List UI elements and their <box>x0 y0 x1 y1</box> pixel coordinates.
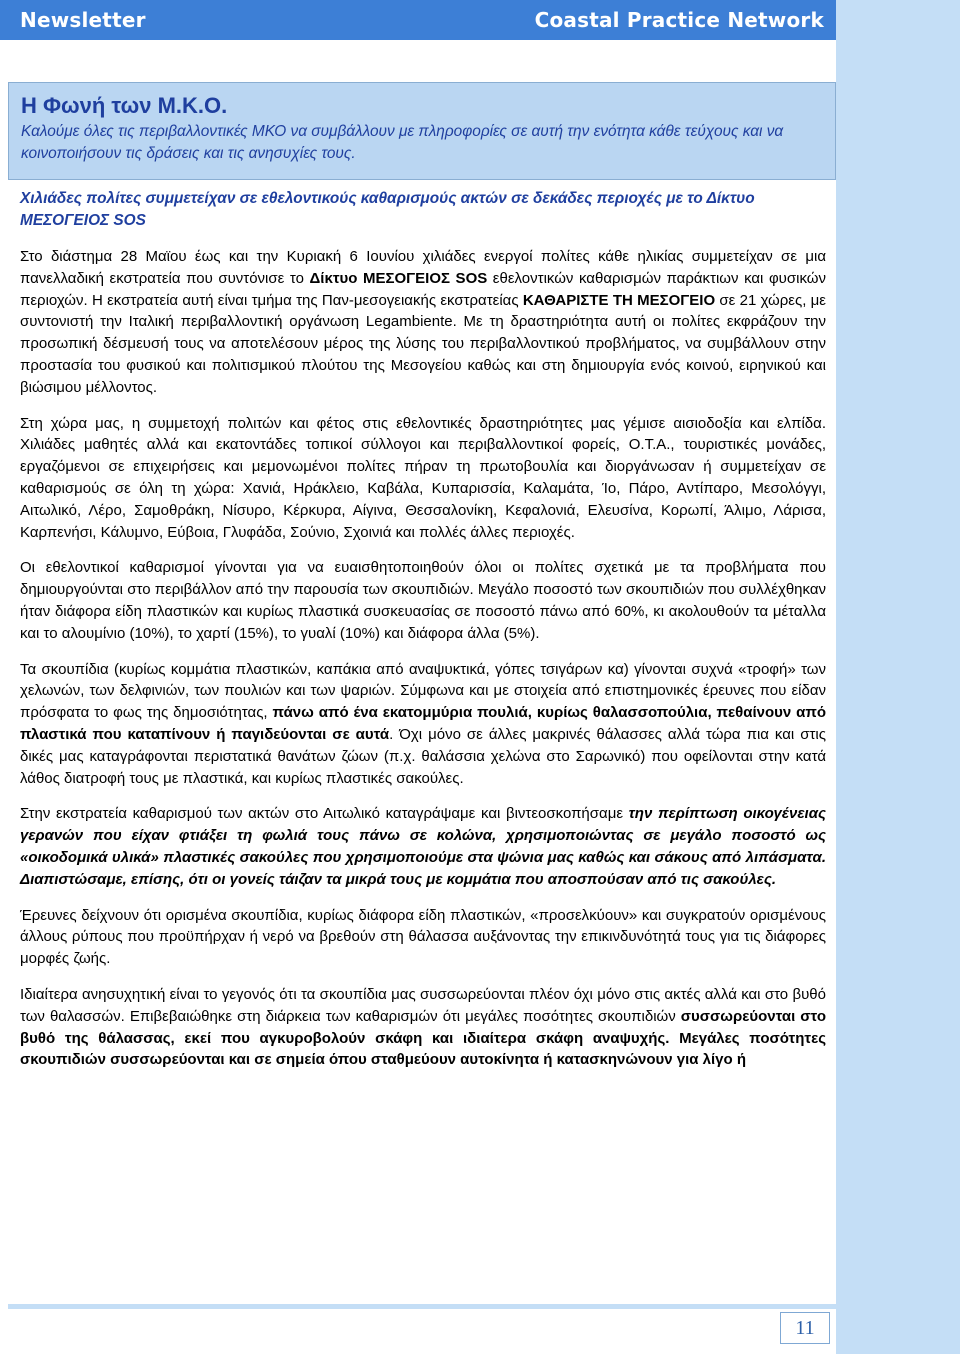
paragraph-3: Οι εθελοντικοί καθαρισμοί γίνονται για να ευαισθητοποιηθούν όλοι οι πολίτες σχετικά με τα προβλήματα που δημιουργούνται στο περιβάλλον από την παρουσία των σκουπιδιών. Μεγάλο ποσοστό των σκουπιδιών που συλλέχθηκαν ήταν διάφορα είδη πλαστικών και κυρίως πλαστικά συσκευασίας σε ποσοστό πάνω από 60%, κι ακολουθούν τα μέταλλα και το αλουμίνιο (10%), το χαρτί (15%), το γυαλί (10%) και διάφορα άλλα (5%). <box>20 559 826 642</box>
article-body <box>20 188 826 1085</box>
p4-text-a: Τα σκουπίδια (κυρίως κομμάτια πλαστικών, καπάκια από αναψυκτικά, γόπες τσιγάρων κα) γίνονται συχνά «τροφή» των χελωνών, των δελφινιών, των πουλιών και των ψαριών. Σύμφωνα και με στοιχεία από επιστημονικές έρευνες που είδαν πρόσφατα το φως της δημοσιότητας, <box>20 660 826 722</box>
p1-network-name: Δίκτυο ΜΕΣΟΓΕΙΟΣ SOS <box>309 269 488 287</box>
paragraph-1 <box>20 246 826 399</box>
paragraph-2: Στη χώρα μας, η συμμετοχή πολιτών και φέτος στις εθελοντικές δραστηριότητες μας γέμισε αισιοδοξία και ελπίδα. Χιλιάδες μαθητές αλλά και εκατοντάδες τοπικοί σύλλογοι και περιβαλλοντικοί φορείς, Ο.Τ.Α., τουριστικές μονάδες, εργαζόμενοι σε επιχειρήσεις και μεμονωμένοι πολίτες πήραν τη πρωτοβουλία και διοργάνωσαν ή συμμετείχαν σε καθαρισμούς σε όλη τη χώρα: Χανιά, Ηράκλειο, Καβάλα, Κυπαρισσία, Καλαμάτα, Ίο, Πάρο, Αντίπαρο, Μεσολόγγι, Αιτωλικό, Λέρο, Σαμοθράκη, Νίσυρο, Κέρκυρα, Αίγινα, Θεσσαλονίκη, Κεφαλονιά, Ελευσίνα, Κορωπί, Άλιμο, Λάρισα, Καρπενήσι, Κάλυμνο, Εύβοια, Γλυφάδα, Σούνιο, Σχοινιά και πολλές άλλες περιοχές. <box>20 414 826 541</box>
paragraph-5 <box>20 803 826 890</box>
p5-bold-italic-statement: την περίπτωση οικογένειας γερανών που είχαν φτιάξει τη φωλιά τους πάνω σε κολώνα, χρησιμοποιώντας σε μεγάλο ποσοστό ως «οικοδομικά υλικά» πλαστικές σακούλες που χρησιμοποιούμε στα ψώνια μας καθώς και σάκους από λιπάσματα. Διαπιστώσαμε, επίσης, ότι οι γονείς τάιζαν τα μικρά τους με κομμάτια που αποσπούσαν από τις σακούλες. <box>20 805 826 888</box>
callout-text: Καλούμε όλες τις περιβαλλοντικές ΜΚΟ να συμβάλλουν με πληροφορίες σε αυτή την ενότητα κάθε τεύχους και να κοινοποιήσουν τις δράσεις και τις ανησυχίες τους. <box>21 123 784 162</box>
p1-text-a: Στο διάστημα 28 Μαϊου έως και την Κυριακή 6 Ιουνίου χιλιάδες ενεργοί πολίτες κάθε ηλικίας συμμετείχαν σε μια πανελλαδική εκστρατεία που συντόνισε το <box>20 248 826 287</box>
p5-text-a: Στην εκστρατεία καθαρισμού των ακτών στο Αιτωλικό καταγράψαμε και βιντεοσκοπήσαμε <box>20 805 629 823</box>
newsletter-title: Newsletter <box>20 8 146 32</box>
footer-rule <box>8 1304 836 1309</box>
p7-text-a: Ιδιαίτερα ανησυχητική είναι το γεγονός ότι τα σκουπίδια μας συσσωρεύονται πλέον όχι μόνο στις ακτές αλλά και στο βυθό των θαλασσών. Επιβεβαιώθηκε στη διάρκεια των καθαρισμών ότι μεγάλες ποσότητες σκουπιδιών <box>20 985 826 1025</box>
callout-title: Η Φωνή των Μ.Κ.Ο. <box>21 93 228 118</box>
newsletter-header-bar <box>0 0 836 40</box>
network-title: Coastal Practice Network <box>534 8 824 32</box>
p1-text-b: εθελοντικών καθαρισμών παράκτιων και φυσικών περιοχών. Η εκστρατεία αυτή είναι τμήμα της Παν-μεσογειακής εκστρατείας <box>20 269 826 309</box>
paragraph-7 <box>20 984 826 1071</box>
p4-bold-statement: πάνω από ένα εκατομμύρια πουλιά, κυρίως θαλασσοπούλια, πεθαίνουν από πλαστικά που καταπίνουν ή παγιδεύονται σε αυτά <box>20 704 826 743</box>
paragraph-4 <box>20 659 826 790</box>
p7-bold-statement: συσσωρεύονται στο βυθό της θάλασσας, εκεί που αγκυροβολούν σκάφη και ιδιαίτερα σκάφη αναψυχής. Μεγάλες ποσότητες σκουπιδιών συσσωρεύονται και σε σημεία όπου σταθμεύουν αυτοκίνητα ή κατασκηνώνουν για λίγο ή <box>20 1007 826 1069</box>
p1-campaign-name: ΚΑΘΑΡΙΣΤΕ ΤΗ ΜΕΣΟΓΕΙΟ <box>522 291 716 309</box>
p4-text-b: . Όχι μόνο σε άλλες μακρινές θάλασσες αλλά τώρα πια και στις δικές μας καταγράφονται περιστατικά θανάτων ζώων (π.χ. θαλάσσια χελώνα στο Σαρωνικό) που οφείλονται στην κατά λάθος διατροφή τους με πλαστικά, και κυρίως πλαστικές σακούλες. <box>20 725 826 787</box>
ngo-voice-callout <box>8 82 836 180</box>
side-decoration-column <box>836 0 960 1354</box>
article-subheading: Χιλιάδες πολίτες συμμετείχαν σε εθελοντικούς καθαρισμούς ακτών σε δεκάδες περιοχές με το Δίκτυο ΜΕΣΟΓΕΙΟΣ SOS <box>20 190 755 229</box>
p1-text-c: σε 21 χώρες, με συντονιστή την Ιταλική περιβαλλοντική οργάνωση Legambiente. Με τη δραστηριότητα αυτή οι πολίτες εκφράζουν την προσωπική δέσμευσή τους να αποτελέσουν μέρος της λύσης του περιβαλλοντικού προβλήματος, να συμβάλλουν στην προστασία του φυσικού και πολιτισμικού πλούτου της Μεσογείου καθώς και στη δημιουργία ενός κοινού, ειρηνικού και βιώσιμου μέλλοντος. <box>20 291 826 396</box>
paragraph-6: Έρευνες δείχνουν ότι ορισμένα σκουπίδια, κυρίως διάφορα είδη πλαστικών, «προσελκύουν» και συγκρατούν ορισμένους άλλους ρύπους που προϋπήρχαν ή νερό να βρεθούν στη θάλασσα αυξάνοντας την επικινδυνότητά τους για τις διάφορες μορφές ζωής. <box>20 906 826 968</box>
page-number: 11 <box>780 1312 830 1344</box>
